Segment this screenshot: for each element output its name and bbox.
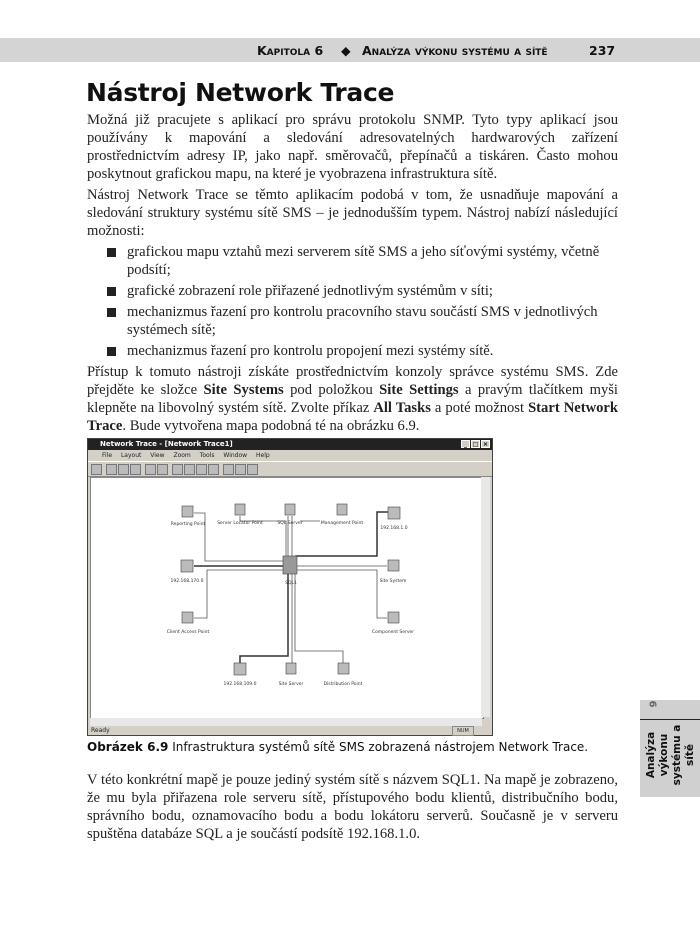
trace-icon[interactable] <box>223 464 234 475</box>
refresh-icon[interactable] <box>130 464 141 475</box>
stop-icon[interactable] <box>247 464 258 475</box>
node-label: Reporting Point <box>170 522 206 527</box>
zoom-in-icon[interactable] <box>184 464 195 475</box>
bullet-item: mechanizmus řazení pro kontrolu propojení mezi systémy sítě. <box>107 342 618 360</box>
window-title: Network Trace - [Network Trace1] <box>100 440 233 448</box>
menu-help[interactable]: Help <box>255 452 270 459</box>
bold-term: Start Network Trace <box>87 400 619 434</box>
menu-file[interactable]: File <box>102 452 113 459</box>
node-label: Distribution Point <box>323 682 363 687</box>
text: pod položkou <box>283 382 380 398</box>
figure-caption <box>87 740 588 754</box>
connection-lines <box>194 512 388 663</box>
title-bar <box>88 439 492 450</box>
zoom-out-icon[interactable] <box>196 464 207 475</box>
network-map-canvas[interactable] <box>90 477 484 719</box>
paragraph-intro: Možná již pracujete s aplikací pro správu protokolu SNMP. Tyto typy aplikací jsou používány k mapování a sledování adresovatelných hardwarových zařízení prostřednictvím adresy IP, jako např. směrovačů, přepínačů a tiskáren. Často mohou poskytnout grafickou mapu, na které je vyobrazena infrastruktura sítě. <box>87 112 618 182</box>
bold-term: All Tasks <box>373 400 431 416</box>
paragraph-access <box>87 363 618 435</box>
properties-icon[interactable] <box>145 464 156 475</box>
bullet-item: grafickou mapu vztahů mezi serverem sítě SMS a jeho síťovými systémy, včetně podsítí; <box>107 243 618 279</box>
tab-line: Analýza výkonu <box>645 731 670 779</box>
node-label: 192.168.109.0 <box>223 682 257 687</box>
bullet-item: grafické zobrazení role přiřazené jednotlivým systémům v síti; <box>107 282 618 300</box>
zoom-area-icon[interactable] <box>208 464 219 475</box>
subnet-icon <box>388 507 400 519</box>
node-label: Server Locator Point <box>217 521 263 526</box>
section-title: Nástroj Network Trace <box>86 78 395 107</box>
text: a pravým tlačítkem myši klepněte na libovolný systém sítě. Zvolte příkaz <box>87 382 618 416</box>
chapter-label: Kapitola 6 <box>257 43 324 58</box>
client-access-icon <box>182 612 193 623</box>
caption-text: Infrastruktura systémů sítě SMS zobrazená nástrojem Network Trace. <box>172 740 589 754</box>
node-label: Site Server <box>278 682 304 687</box>
bullet-item: mechanizmus řazení pro kontrolu pracovního stavu součástí SMS v jednotlivých systémech sítě; <box>107 303 618 339</box>
print-icon[interactable] <box>91 464 102 475</box>
node-label: 192.168.1.0 <box>380 526 408 531</box>
text: Přístup k tomuto nástroji získáte prostřednictvím konzoly správce systému SMS. Zde přejděte ke složce <box>87 364 618 398</box>
chapter-tab-title <box>645 720 697 790</box>
toolbar <box>88 461 492 477</box>
chapter-title: Analýza výkonu systému a sítě <box>362 43 548 58</box>
node-label: Site System <box>379 579 407 584</box>
menu-window[interactable]: Window <box>223 452 248 459</box>
component-server-icon <box>388 612 399 623</box>
node-label: 192.168.170.0 <box>170 579 204 584</box>
menu-tools[interactable]: Tools <box>199 452 215 459</box>
menu-zoom[interactable]: Zoom <box>173 452 191 459</box>
management-point-icon <box>337 504 347 515</box>
minimize-button[interactable]: _ <box>461 440 470 448</box>
menu-bar <box>88 450 492 461</box>
paragraph-final: V této konkrétní mapě je pouze jediný systém sítě s názvem SQL1. Na mapě je zobrazeno, že mu byla přiřazena role serveru sítě, přístupového bodu klientů, distribučního bodu, správního bodu, oznamovacího bodu a bodu lokátoru serverů. Současně je v serveru spuštěna databáze SQL a je součástí podsítě 192.168.1.0. <box>87 772 618 842</box>
ping-icon[interactable] <box>235 464 246 475</box>
bold-term: Site Settings <box>379 382 459 398</box>
bold-term: Site Systems <box>203 382 284 398</box>
distribution-point-icon <box>338 663 349 674</box>
sql1-server-icon <box>283 556 297 574</box>
network-diagram <box>91 478 483 718</box>
layout-tree-icon[interactable] <box>106 464 117 475</box>
node-icons <box>181 504 400 675</box>
zoom-fit-icon[interactable] <box>172 464 183 475</box>
server-icon[interactable] <box>157 464 168 475</box>
chapter-number: 6 <box>646 700 658 708</box>
subnet-icon <box>181 560 193 572</box>
diamond-icon: ◆ <box>341 43 351 58</box>
menu-view[interactable]: View <box>150 452 165 459</box>
node-label: Component Server <box>371 630 415 635</box>
node-label: SQL Server <box>277 521 303 526</box>
caption-label: Obrázek 6.9 <box>87 740 169 754</box>
text: a poté možnost <box>430 400 529 416</box>
server-locator-icon <box>235 504 245 515</box>
maximize-button[interactable]: □ <box>472 441 479 448</box>
horizontal-scrollbar[interactable] <box>90 718 482 726</box>
reporting-point-icon <box>182 506 193 517</box>
body-text <box>87 111 618 438</box>
site-server-icon <box>286 663 296 674</box>
tab-line: systému a sítě <box>671 724 696 786</box>
layout-star-icon[interactable] <box>118 464 129 475</box>
site-system-icon <box>388 560 399 571</box>
node-label: Management Point <box>320 521 364 526</box>
status-text: Ready <box>91 727 110 734</box>
menu-layout[interactable]: Layout <box>120 452 142 459</box>
page-number: 237 <box>589 43 616 58</box>
paragraph-tool: Nástroj Network Trace se těmto aplikacím podobá v tom, že usnadňuje mapování a sledování struktury systému sítě SMS – je jednodušším typem. Nástroj nabízí následující možnosti: <box>87 187 618 239</box>
vertical-scrollbar[interactable] <box>481 477 490 717</box>
close-button[interactable]: × <box>482 441 489 448</box>
sql-server-icon <box>285 504 295 515</box>
num-lock-indicator: NUM <box>452 726 474 736</box>
node-label: Client Access Point <box>166 630 210 635</box>
text: . Bude vytvořena mapa podobná té na obrázku 6.9. <box>122 418 420 434</box>
subnet-icon <box>234 663 246 675</box>
node-label: SQL1 <box>285 581 297 586</box>
network-trace-window <box>87 438 493 736</box>
